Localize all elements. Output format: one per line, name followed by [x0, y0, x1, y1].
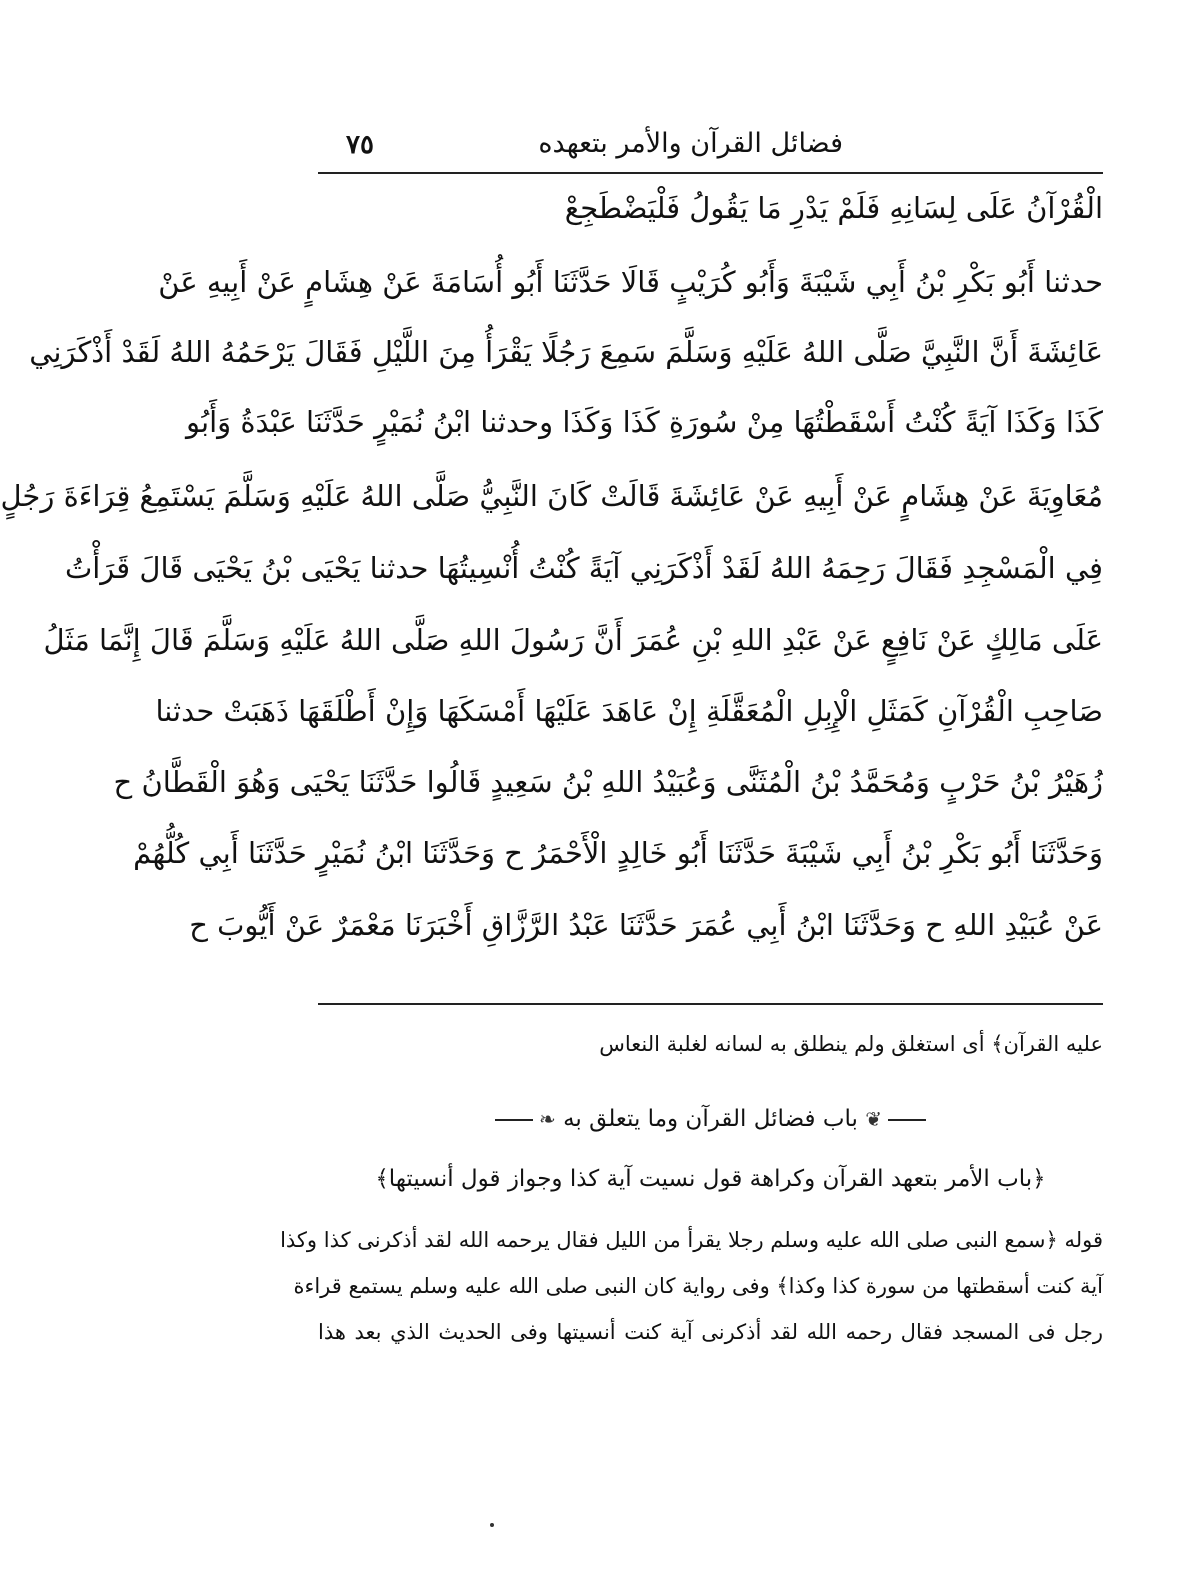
text-line: عَلَى مَالِكٍ عَنْ نَافِعٍ عَنْ عَبْدِ اللهِ بْنِ عُمَرَ أَنَّ رَسُولَ اللهِ صَلَّى اللهُ عَلَيْهِ وَسَلَّمَ قَالَ إِنَّمَا مَثَلُ [43, 623, 1103, 657]
chapter-heading [318, 1100, 1103, 1140]
text-line: الْقُرْآنُ عَلَى لِسَانِهِ فَلَمْ يَدْرِ مَا يَقُولُ فَلْيَضْطَجِعْ [564, 191, 1103, 225]
chapter-title: باب فضائل القرآن وما يتعلق به [563, 1106, 858, 1132]
text-line: وَحَدَّثَنَا أَبُو بَكْرِ بْنُ أَبِي شَيْبَةَ حَدَّثَنَا أَبُو خَالِدٍ الْأَحْمَرُ ح وَحَدَّثَنَا ابْنُ نُمَيْرٍ حَدَّثَنَا أَبِي كُلُّهُمْ [133, 836, 1103, 870]
text-line: صَاحِبِ الْقُرْآنِ كَمَثَلِ الْإِبِلِ الْمُعَقَّلَةِ إِنْ عَاهَدَ عَلَيْهَا أَمْسَكَهَا وَإِنْ أَطْلَقَهَا ذَهَبَتْ حدثنا [155, 694, 1103, 728]
ornament-flourish-icon: ❧ [539, 1107, 556, 1131]
hadith-text [0, 188, 1103, 988]
commentary-line: قوله ﴿سمع النبى صلى الله عليه وسلم رجلا يقرأ من الليل فقال يرحمه الله لقد أذكرنى كذا وكذا [280, 1228, 1103, 1252]
text-line: عَنْ عُبَيْدِ اللهِ ح وَحَدَّثَنَا ابْنُ أَبِي عُمَرَ حَدَّثَنَا عَبْدُ الرَّزَّاقِ أَخْبَرَنَا مَعْمَرٌ عَنْ أَيُّوبَ ح [189, 908, 1103, 942]
footnote-divider [318, 1003, 1103, 1005]
text-line: كَذَا وَكَذَا آيَةً كُنْتُ أَسْقَطْتُهَا مِنْ سُورَةِ كَذَا وَكَذَا وحدثنا ابْنُ نُمَيْرٍ حَدَّثَنَا عَبْدَةُ وَأَبُو [186, 405, 1103, 439]
dash-divider [888, 1119, 926, 1121]
dash-divider [495, 1119, 533, 1121]
text-line: فِي الْمَسْجِدِ فَقَالَ رَحِمَهُ اللهُ لَقَدْ أَذْكَرَنِي آيَةً كُنْتُ أُنْسِيتُهَا حدثنا يَحْيَى بْنُ يَحْيَى قَالَ قَرَأْتُ [64, 551, 1103, 585]
section-heading: ﴿باب الأمر بتعهد القرآن وكراهة قول نسيت آية كذا وجواز قول أنسيتها﴾ [375, 1166, 1046, 1192]
text-line: حدثنا أَبُو بَكْرِ بْنُ أَبِي شَيْبَةَ وَأَبُو كُرَيْبٍ قَالَا حَدَّثَنَا أَبُو أُسَامَةَ عَنْ هِشَامٍ عَنْ أَبِيهِ عَنْ [158, 265, 1103, 299]
text-line: عَائِشَةَ أَنَّ النَّبِيَّ صَلَّى اللهُ عَلَيْهِ وَسَلَّمَ سَمِعَ رَجُلًا يَقْرَأُ مِنَ اللَّيْلِ فَقَالَ يَرْحَمُهُ اللهُ لَقَدْ أَذْكَرَنِي [29, 335, 1103, 369]
ornament-flourish-icon: ❦ [865, 1107, 882, 1131]
page-number: ٧٥ [346, 130, 374, 160]
speck-mark [490, 1523, 494, 1527]
running-header [318, 118, 1103, 170]
commentary-line: رجل فى المسجد فقال رحمه الله لقد أذكرنى آية كنت أنسيتها وفى الحديث الذي بعد هذا [318, 1320, 1103, 1344]
header-divider [318, 172, 1103, 174]
text-line: زُهَيْرُ بْنُ حَرْبٍ وَمُحَمَّدُ بْنُ الْمُثَنَّى وَعُبَيْدُ اللهِ بْنُ سَعِيدٍ قَالُوا حَدَّثَنَا يَحْيَى وَهُوَ الْقَطَّانُ ح [113, 765, 1103, 799]
commentary-text [280, 1222, 1103, 1362]
footnote: عليه القرآن﴾ أى استغلق ولم ينطلق به لسانه لغلبة النعاس [599, 1032, 1103, 1056]
commentary-line: آية كنت أسقطتها من سورة كذا وكذا﴾ وفى رواية كان النبى صلى الله عليه وسلم يستمع قراءة [293, 1274, 1103, 1298]
text-line: مُعَاوِيَةَ عَنْ هِشَامٍ عَنْ أَبِيهِ عَنْ عَائِشَةَ قَالَتْ كَانَ النَّبِيُّ صَلَّى اللهُ عَلَيْهِ وَسَلَّمَ يَسْتَمِعُ قِرَاءَةَ رَجُلٍ [0, 479, 1103, 513]
header-title: فضائل القرآن والأمر بتعهده [538, 128, 843, 159]
